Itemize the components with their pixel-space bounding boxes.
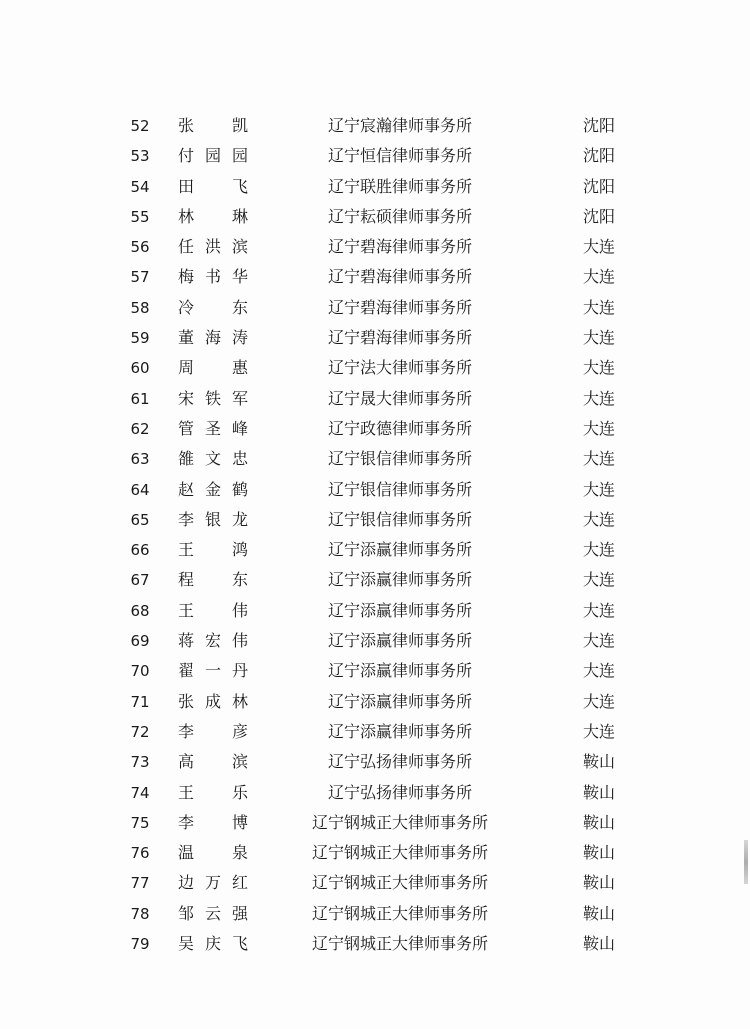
law-firm: 辽宁弘扬律师事务所 [327,782,472,802]
city: 大连 [582,631,615,651]
row-number: 63 [130,450,150,469]
table-row [0,172,750,202]
law-firm: 辽宁法大律师事务所 [327,358,472,378]
table-row [0,262,750,292]
table-row [0,808,750,838]
law-firm: 辽宁政德律师事务所 [327,418,472,438]
row-number: 65 [130,510,150,529]
city: 大连 [582,449,615,469]
row-number: 56 [130,238,150,257]
lawyer-name: 张 凯 [178,116,248,135]
table-row [0,384,750,414]
table-row [0,414,750,444]
law-firm: 辽宁钢城正大律师事务所 [311,903,488,923]
lawyer-name: 温 泉 [178,843,248,863]
law-firm: 辽宁添赢律师事务所 [327,691,472,711]
row-number: 66 [130,541,150,560]
city: 鞍山 [582,934,615,954]
row-number: 75 [130,813,150,832]
city: 大连 [582,388,615,408]
row-number: 60 [130,359,150,378]
lawyer-list-table [0,111,750,959]
table-row [0,565,750,595]
row-number: 59 [130,329,150,348]
table-row [0,899,750,929]
table-row [0,747,750,777]
law-firm: 辽宁弘扬律师事务所 [327,752,472,772]
city: 沈阳 [582,116,615,135]
row-number: 79 [130,935,150,954]
table-row [0,687,750,717]
row-number: 61 [130,389,150,408]
row-number: 74 [130,783,150,802]
city: 大连 [582,267,615,287]
law-firm: 辽宁联胜律师事务所 [327,176,472,196]
city: 沈阳 [582,146,615,166]
row-number: 58 [130,298,150,317]
city: 鞍山 [582,752,615,772]
city: 大连 [582,661,615,681]
table-row [0,929,750,959]
city: 大连 [582,479,615,499]
lawyer-name: 付园园 [178,146,248,166]
row-number: 57 [130,268,150,287]
row-number: 69 [130,632,150,651]
lawyer-name: 程 东 [178,570,248,590]
city: 鞍山 [582,873,615,893]
row-number: 77 [130,874,150,893]
city: 鞍山 [582,812,615,832]
city: 大连 [582,237,615,257]
city: 大连 [582,600,615,620]
lawyer-name: 王 伟 [178,600,248,620]
row-number: 68 [130,601,150,620]
lawyer-name: 雒文忠 [178,449,248,469]
table-row [0,626,750,656]
table-row [0,232,750,262]
law-firm: 辽宁恒信律师事务所 [327,146,472,166]
law-firm: 辽宁添赢律师事务所 [327,631,472,651]
lawyer-name: 赵金鹤 [178,479,248,499]
table-row [0,141,750,171]
row-number: 71 [130,692,150,711]
table-row [0,778,750,808]
row-number: 70 [130,662,150,681]
city: 鞍山 [582,782,615,802]
law-firm: 辽宁钢城正大律师事务所 [311,812,488,832]
table-row [0,353,750,383]
lawyer-name: 梅书华 [178,267,248,287]
row-number: 67 [130,571,150,590]
table-row [0,838,750,868]
table-row [0,475,750,505]
law-firm: 辽宁添赢律师事务所 [327,661,472,681]
lawyer-name: 周 惠 [178,358,248,378]
law-firm: 辽宁银信律师事务所 [327,479,472,499]
law-firm: 辽宁晟大律师事务所 [327,388,472,408]
law-firm: 辽宁宸瀚律师事务所 [327,116,472,135]
law-firm: 辽宁耘硕律师事务所 [327,206,472,226]
table-row [0,505,750,535]
city: 大连 [582,418,615,438]
row-number: 52 [130,117,150,135]
row-number: 72 [130,722,150,741]
table-row [0,868,750,898]
lawyer-name: 边万红 [178,873,248,893]
table-row [0,202,750,232]
row-number: 55 [130,207,150,226]
law-firm: 辽宁钢城正大律师事务所 [311,873,488,893]
lawyer-name: 任洪滨 [178,237,248,257]
table-row [0,111,750,141]
law-firm: 辽宁添赢律师事务所 [327,540,472,560]
table-row [0,444,750,474]
row-number: 64 [130,480,150,499]
law-firm: 辽宁碧海律师事务所 [327,267,472,287]
row-number: 53 [130,147,150,166]
table-row [0,323,750,353]
lawyer-name: 翟一丹 [178,661,248,681]
lawyer-name: 董海涛 [178,328,248,348]
law-firm: 辽宁碧海律师事务所 [327,237,472,257]
row-number: 54 [130,177,150,196]
lawyer-name: 王 鸿 [178,540,248,560]
law-firm: 辽宁钢城正大律师事务所 [311,843,488,863]
table-row [0,535,750,565]
lawyer-name: 冷 东 [178,297,248,317]
law-firm: 辽宁碧海律师事务所 [327,297,472,317]
row-number: 62 [130,419,150,438]
city: 沈阳 [582,176,615,196]
lawyer-name: 李 博 [178,812,248,832]
lawyer-name: 邹云强 [178,903,248,923]
lawyer-name: 田 飞 [178,176,248,196]
city: 大连 [582,691,615,711]
city: 沈阳 [582,206,615,226]
lawyer-name: 李银龙 [178,509,248,529]
law-firm: 辽宁添赢律师事务所 [327,570,472,590]
lawyer-name: 王 乐 [178,782,248,802]
table-row [0,293,750,323]
lawyer-name: 宋铁军 [178,388,248,408]
lawyer-name: 蒋宏伟 [178,631,248,651]
table-row [0,656,750,686]
law-firm: 辽宁银信律师事务所 [327,509,472,529]
lawyer-name: 管圣峰 [178,418,248,438]
law-firm: 辽宁钢城正大律师事务所 [311,934,488,954]
row-number: 78 [130,904,150,923]
row-number: 76 [130,844,150,863]
city: 鞍山 [582,843,615,863]
lawyer-name: 高 滨 [178,752,248,772]
lawyer-name: 林 琳 [178,206,248,226]
city: 大连 [582,358,615,378]
scan-edge-mark [744,840,748,884]
city: 大连 [582,297,615,317]
law-firm: 辽宁碧海律师事务所 [327,328,472,348]
row-number: 73 [130,753,150,772]
lawyer-name: 吴庆飞 [178,934,248,954]
law-firm: 辽宁银信律师事务所 [327,449,472,469]
city: 大连 [582,328,615,348]
lawyer-name: 李 彦 [178,721,248,741]
city: 大连 [582,570,615,590]
city: 大连 [582,540,615,560]
city: 大连 [582,721,615,741]
lawyer-name: 张成林 [178,691,248,711]
city: 鞍山 [582,903,615,923]
city: 大连 [582,509,615,529]
law-firm: 辽宁添赢律师事务所 [327,600,472,620]
law-firm: 辽宁添赢律师事务所 [327,721,472,741]
table-row [0,596,750,626]
table-row [0,717,750,747]
